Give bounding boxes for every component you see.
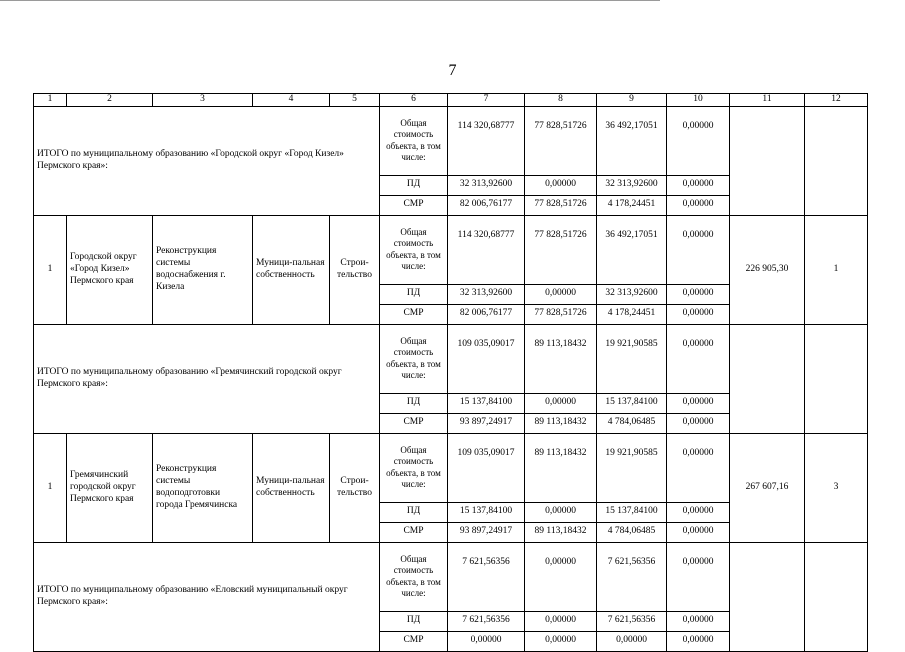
object-name: Реконструкция системы водоподготовки города Гремячинска <box>153 433 253 542</box>
total-cost-label: Общая стоимость объекта, в том числе: <box>380 324 448 393</box>
total-cost-label: Общая стоимость объекта, в том числе: <box>380 215 448 284</box>
row-number: 1 <box>34 215 67 324</box>
column-header: 1 <box>34 94 67 107</box>
smr-value: 77 828,51726 <box>525 304 597 324</box>
smr-value: 89 113,18432 <box>525 413 597 433</box>
smr-value: 4 178,24451 <box>597 195 667 215</box>
pd-value: 0,00000 <box>667 502 730 522</box>
total-label: ИТОГО по муниципальному образованию «Городской округ «Город Кизел» Пермского края»: <box>34 106 380 215</box>
empty-cell <box>730 324 805 433</box>
column-header: 7 <box>448 94 525 107</box>
pd-value: 7 621,56356 <box>448 611 525 631</box>
empty-cell <box>730 106 805 215</box>
smr-value: 0,00000 <box>667 195 730 215</box>
total-label: ИТОГО по муниципальному образованию «Гремячинский городской округ Пермского края»: <box>34 324 380 433</box>
smr-value: 0,00000 <box>448 631 525 651</box>
total-cost-value: 114 320,68777 <box>448 106 525 175</box>
pd-value: 15 137,84100 <box>448 393 525 413</box>
total-cost-value: 0,00000 <box>667 542 730 611</box>
pd-value: 32 313,92600 <box>597 175 667 195</box>
smr-value: 77 828,51726 <box>525 195 597 215</box>
smr-value: 0,00000 <box>667 304 730 324</box>
total-cost-value: 0,00000 <box>667 106 730 175</box>
column-header: 9 <box>597 94 667 107</box>
empty-cell <box>805 324 868 433</box>
table-row <box>34 106 868 175</box>
smr-value: 89 113,18432 <box>525 522 597 542</box>
total-label: ИТОГО по муниципальному образованию «Еловский муниципальный округ Пермского края»: <box>34 542 380 651</box>
table-row <box>34 433 868 502</box>
column-header: 2 <box>67 94 153 107</box>
pd-value: 0,00000 <box>667 611 730 631</box>
row-number: 1 <box>34 433 67 542</box>
total-cost-value: 7 621,56356 <box>597 542 667 611</box>
total-cost-value: 77 828,51726 <box>525 106 597 175</box>
smr-label: СМР <box>380 413 448 433</box>
smr-value: 93 897,24917 <box>448 522 525 542</box>
pd-value: 15 137,84100 <box>597 502 667 522</box>
pd-value: 0,00000 <box>525 502 597 522</box>
column-header: 8 <box>525 94 597 107</box>
total-cost-value: 109 035,09017 <box>448 433 525 502</box>
pd-value: 7 621,56356 <box>597 611 667 631</box>
smr-value: 4 784,06485 <box>597 413 667 433</box>
pd-value: 0,00000 <box>525 611 597 631</box>
total-cost-label: Общая стоимость объекта, в том числе: <box>380 542 448 611</box>
column-header: 11 <box>730 94 805 107</box>
page-number: 7 <box>448 62 457 79</box>
pd-value: 15 137,84100 <box>597 393 667 413</box>
total-cost-value: 19 921,90585 <box>597 433 667 502</box>
total-cost-value: 89 113,18432 <box>525 324 597 393</box>
smr-value: 0,00000 <box>525 631 597 651</box>
column-header: 5 <box>330 94 380 107</box>
table-row <box>34 324 868 393</box>
ownership-type: Муници-пальная собственность <box>253 215 330 324</box>
municipality-name: Городской округ «Город Кизел» Пермского края <box>67 215 153 324</box>
empty-cell <box>805 542 868 651</box>
empty-cell <box>730 542 805 651</box>
work-type: Строи-тельство <box>330 433 380 542</box>
total-cost-value: 7 621,56356 <box>448 542 525 611</box>
pd-value: 32 313,92600 <box>448 284 525 304</box>
total-cost-value: 77 828,51726 <box>525 215 597 284</box>
smr-label: СМР <box>380 522 448 542</box>
smr-value: 0,00000 <box>667 413 730 433</box>
smr-value: 0,00000 <box>597 631 667 651</box>
total-cost-value: 0,00000 <box>667 433 730 502</box>
total-cost-value: 19 921,90585 <box>597 324 667 393</box>
total-cost-value: 89 113,18432 <box>525 433 597 502</box>
top-border-line <box>0 0 660 1</box>
column-header: 3 <box>153 94 253 107</box>
total-cost-value: 114 320,68777 <box>448 215 525 284</box>
pd-value: 0,00000 <box>525 393 597 413</box>
smr-label: СМР <box>380 631 448 651</box>
total-cost-value: 0,00000 <box>525 542 597 611</box>
column-11-value: 267 607,16 <box>730 433 805 542</box>
smr-value: 4 178,24451 <box>597 304 667 324</box>
pd-value: 15 137,84100 <box>448 502 525 522</box>
total-cost-value: 109 035,09017 <box>448 324 525 393</box>
pd-value: 0,00000 <box>667 284 730 304</box>
pd-label: ПД <box>380 393 448 413</box>
total-cost-value: 36 492,17051 <box>597 215 667 284</box>
pd-value: 0,00000 <box>667 393 730 413</box>
budget-table <box>33 93 868 652</box>
smr-value: 4 784,06485 <box>597 522 667 542</box>
pd-label: ПД <box>380 284 448 304</box>
pd-value: 32 313,92600 <box>448 175 525 195</box>
ownership-type: Муници-пальная собственность <box>253 433 330 542</box>
object-name: Реконструкция системы водоснабжения г. Кизела <box>153 215 253 324</box>
column-12-value: 3 <box>805 433 868 542</box>
pd-label: ПД <box>380 611 448 631</box>
total-cost-value: 0,00000 <box>667 324 730 393</box>
header-row <box>34 94 868 107</box>
smr-value: 82 006,76177 <box>448 304 525 324</box>
column-header: 10 <box>667 94 730 107</box>
smr-label: СМР <box>380 195 448 215</box>
column-header: 6 <box>380 94 448 107</box>
column-12-value: 1 <box>805 215 868 324</box>
column-header: 4 <box>253 94 330 107</box>
pd-label: ПД <box>380 175 448 195</box>
total-cost-value: 36 492,17051 <box>597 106 667 175</box>
pd-value: 32 313,92600 <box>597 284 667 304</box>
column-11-value: 226 905,30 <box>730 215 805 324</box>
pd-value: 0,00000 <box>525 175 597 195</box>
total-cost-value: 0,00000 <box>667 215 730 284</box>
smr-value: 0,00000 <box>667 631 730 651</box>
smr-value: 0,00000 <box>667 522 730 542</box>
total-cost-label: Общая стоимость объекта, в том числе: <box>380 106 448 175</box>
smr-value: 93 897,24917 <box>448 413 525 433</box>
pd-value: 0,00000 <box>667 175 730 195</box>
pd-label: ПД <box>380 502 448 522</box>
work-type: Строи-тельство <box>330 215 380 324</box>
table-row <box>34 215 868 284</box>
pd-value: 0,00000 <box>525 284 597 304</box>
smr-value: 82 006,76177 <box>448 195 525 215</box>
table-row <box>34 542 868 611</box>
empty-cell <box>805 106 868 215</box>
municipality-name: Гремячинский городской округ Пермского края <box>67 433 153 542</box>
smr-label: СМР <box>380 304 448 324</box>
total-cost-label: Общая стоимость объекта, в том числе: <box>380 433 448 502</box>
column-header: 12 <box>805 94 868 107</box>
